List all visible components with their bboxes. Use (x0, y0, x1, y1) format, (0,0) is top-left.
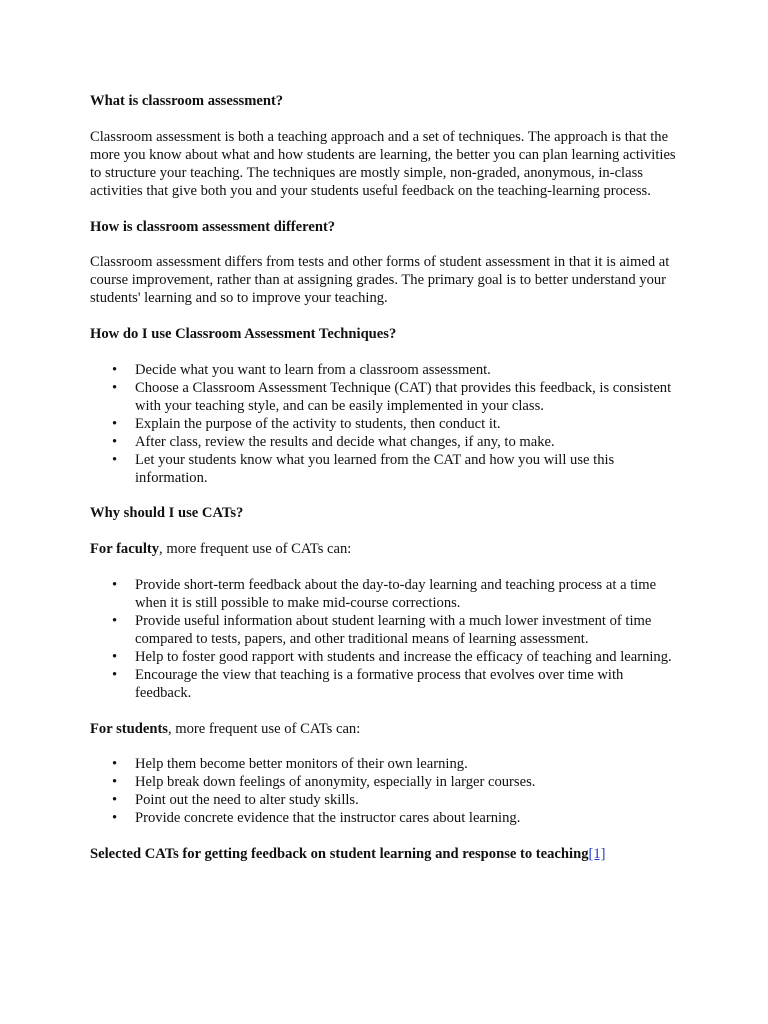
list-item: • Choose a Classroom Assessment Technique (CAT) that provides this feedback, is consistent with your teaching style, and can be easily implemented in your class. (90, 380, 680, 416)
heading-what-is-classroom-assessment: What is classroom assessment? (90, 93, 284, 109)
list-item: • Let your students know what you learned from the CAT and how you will use this information. (90, 452, 680, 488)
list-faculty-benefits (90, 577, 680, 702)
students-lead (90, 721, 680, 739)
students-lead-bold: For students (90, 720, 168, 737)
faculty-lead-bold: For faculty (90, 541, 160, 558)
list-item: • Provide concrete evidence that the instructor cares about learning. (90, 810, 680, 828)
list-item: • After class, review the results and decide what changes, if any, to make. (90, 434, 680, 452)
list-student-benefits (90, 756, 680, 828)
faculty-lead (90, 541, 680, 559)
paragraph-how-different: Classroom assessment differs from tests and other forms of student assessment in that it is aimed at course improvement, rather than at assigning grades. The primary goal is to better understand your students' learning and so to improve your teaching. (90, 254, 670, 307)
document-page (90, 93, 680, 864)
heading-how-different: How is classroom assessment different? (90, 218, 336, 235)
heading-selected-cats-text: Selected CATs for getting feedback on student learning and response to teaching (90, 846, 589, 863)
list-item: • Provide short-term feedback about the day-to-day learning and teaching process at a time when it is still possible to make mid-course corrections. (90, 577, 680, 613)
list-item: • Help them become better monitors of their own learning. (90, 756, 680, 774)
paragraph-what-is-classroom-assessment: Classroom assessment is both a teaching approach and a set of techniques. The approach is that the more you know about what and how students are learning, the better you can plan learning activities to structure your teaching. The techniques are mostly simple, non-graded, anonymous, in-class activities that give both you and your students useful feedback on the teaching-learning process. (90, 128, 676, 199)
list-item: • Encourage the view that teaching is a formative process that evolves over time with feedback. (90, 667, 680, 703)
students-lead-rest: , more frequent use of CATs can: (167, 720, 361, 737)
list-how-to-use-cats (90, 362, 680, 487)
heading-selected-cats (90, 846, 680, 864)
list-item: • Decide what you want to learn from a classroom assessment. (90, 362, 680, 380)
list-item: • Point out the need to alter study skills. (90, 792, 680, 810)
list-item: • Provide useful information about student learning with a much lower investment of time compared to tests, papers, and other traditional means of learning assessment. (90, 613, 680, 649)
list-item: • Help to foster good rapport with students and increase the efficacy of teaching and learning. (90, 649, 680, 667)
footnote-reference-link[interactable]: [1] (588, 846, 606, 863)
faculty-lead-rest: , more frequent use of CATs can: (159, 541, 352, 558)
heading-how-to-use-cats: How do I use Classroom Assessment Techniques? (90, 326, 397, 343)
list-item: • Explain the purpose of the activity to students, then conduct it. (90, 416, 680, 434)
heading-why-use-cats: Why should I use CATs? (90, 505, 244, 522)
list-item: • Help break down feelings of anonymity, especially in larger courses. (90, 774, 680, 792)
